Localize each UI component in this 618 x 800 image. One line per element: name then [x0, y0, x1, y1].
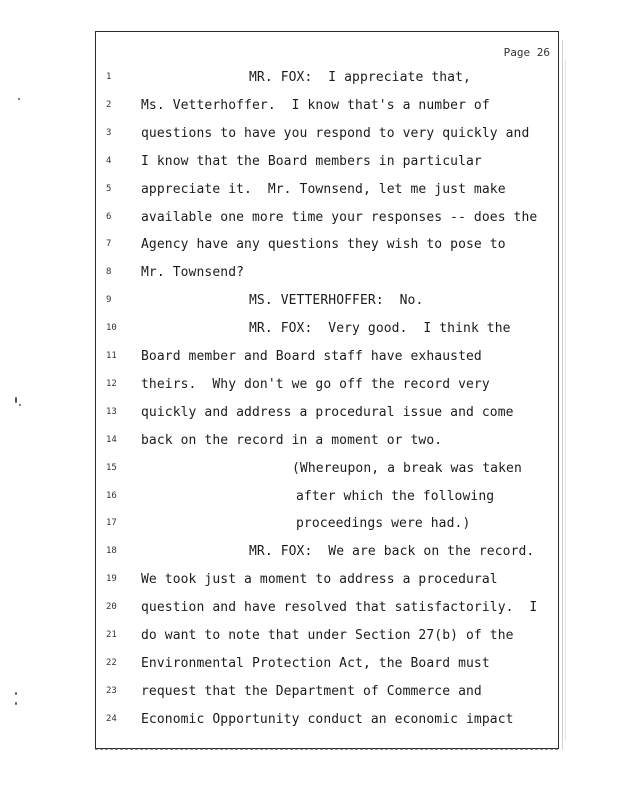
transcript-line [96, 98, 560, 118]
line-number: 20 [106, 602, 117, 613]
line-text: after which the following [296, 488, 495, 504]
scan-speck [15, 692, 17, 695]
line-number: 23 [106, 685, 117, 696]
line-number: 13 [106, 406, 117, 417]
scan-speck [15, 397, 17, 403]
scan-speck [15, 702, 17, 705]
line-text: MR. FOX: We are back on the record. [249, 544, 535, 560]
transcript-line [96, 684, 560, 704]
transcript-line [96, 600, 560, 620]
scan-edge-mark [565, 60, 566, 740]
transcript-line [96, 377, 560, 397]
line-text: appreciate it. Mr. Townsend, let me just make [141, 181, 506, 197]
transcript-line [96, 544, 560, 564]
transcript-line [96, 293, 560, 313]
bottom-scan-rule [95, 748, 559, 750]
line-number: 2 [106, 99, 112, 110]
transcript-line [96, 182, 560, 202]
transcript-line [96, 265, 560, 285]
line-text: question and have resolved that satisfactorily. I [141, 600, 538, 616]
transcript-line [96, 516, 560, 536]
line-number: 1 [106, 72, 112, 82]
line-number: 5 [106, 183, 112, 194]
transcript-page [95, 31, 559, 749]
line-number: 11 [106, 351, 117, 361]
line-text: Environmental Protection Act, the Board must [141, 655, 490, 671]
transcript-line [96, 210, 560, 230]
line-text: back on the record in a moment or two. [141, 432, 443, 448]
transcript-line [96, 572, 560, 592]
line-text: I know that the Board members in particular [141, 153, 482, 169]
line-text: do want to note that under Section 27(b) of the [141, 628, 514, 643]
transcript-line [96, 154, 560, 174]
line-number: 7 [106, 239, 112, 250]
line-text: available one more time your responses -- does the [141, 209, 538, 225]
line-number: 14 [106, 434, 117, 445]
transcript-line [96, 461, 560, 481]
transcript-line [96, 70, 560, 90]
line-number: 18 [106, 546, 117, 557]
line-text: MR. FOX: I appreciate that, [249, 70, 471, 85]
line-text: proceedings were had.) [296, 516, 471, 532]
line-number: 6 [106, 211, 112, 222]
transcript-line [96, 656, 560, 676]
line-text: MR. FOX: Very good. I think the [249, 321, 511, 337]
transcript-line [96, 433, 560, 453]
transcript-line [96, 349, 560, 369]
line-number: 3 [106, 127, 112, 138]
line-number: 9 [106, 295, 112, 306]
line-text: questions to have you respond to very quickly and [141, 125, 530, 141]
line-number: 21 [106, 630, 117, 640]
transcript-line [96, 489, 560, 509]
line-number: 24 [106, 713, 117, 724]
line-number: 16 [106, 490, 117, 501]
line-number: 4 [106, 155, 112, 166]
line-text: theirs. Why don't we go off the record very [141, 376, 490, 392]
line-text: Agency have any questions they wish to pose to [141, 237, 506, 253]
line-number: 15 [106, 462, 117, 473]
transcript-line [96, 628, 560, 648]
line-text: quickly and address a procedural issue and come [141, 404, 514, 420]
transcript-line [96, 321, 560, 341]
line-text: Board member and Board staff have exhausted [141, 349, 482, 364]
scan-speck [19, 404, 21, 406]
line-number: 12 [106, 378, 117, 389]
line-text: request that the Department of Commerce and [141, 683, 482, 699]
transcript-line [96, 712, 560, 732]
transcript-line [96, 405, 560, 425]
transcript-line [96, 126, 560, 146]
line-text: Ms. Vetterhoffer. I know that's a number of [141, 97, 490, 113]
scan-speck [18, 98, 20, 100]
line-number: 19 [106, 574, 117, 585]
line-number: 10 [106, 323, 117, 334]
transcript-line [96, 237, 560, 257]
line-text: (Whereupon, a break was taken [292, 460, 522, 476]
line-text: MS. VETTERHOFFER: No. [249, 293, 424, 309]
page-number: Page 26 [503, 46, 550, 59]
line-number: 17 [106, 518, 117, 529]
scan-edge-mark [562, 40, 563, 750]
line-number: 8 [106, 267, 112, 278]
line-number: 22 [106, 657, 117, 668]
line-text: Economic Opportunity conduct an economic impact [141, 711, 514, 727]
line-text: We took just a moment to address a procedural [141, 572, 498, 588]
line-text: Mr. Townsend? [141, 265, 245, 281]
